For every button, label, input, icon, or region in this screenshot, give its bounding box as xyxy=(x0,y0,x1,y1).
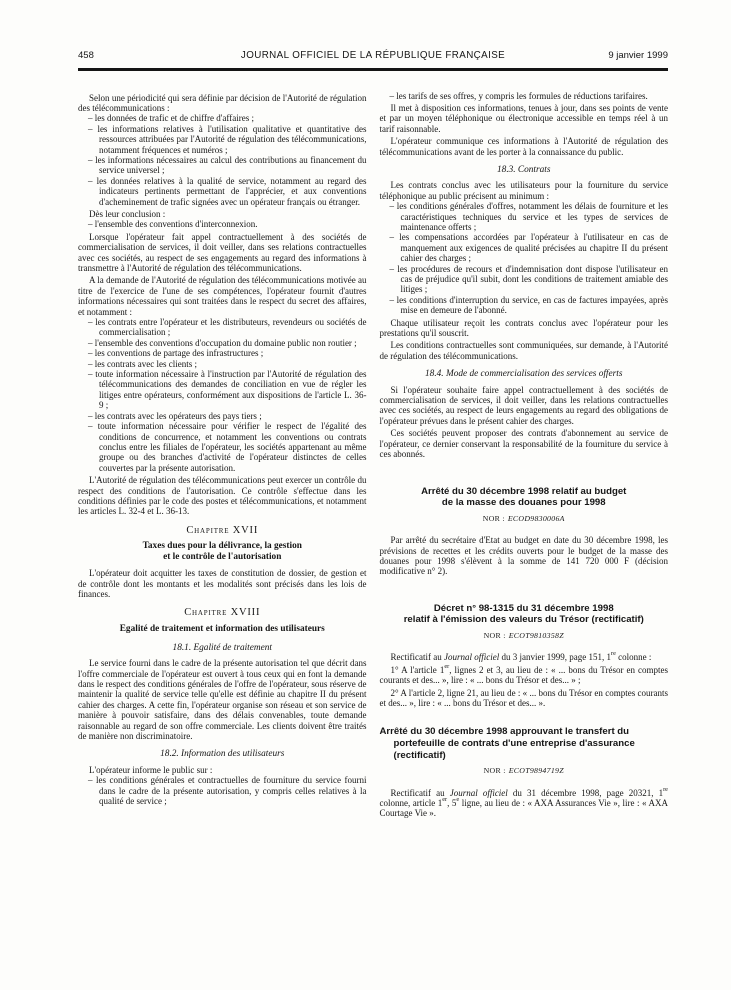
superscript: e xyxy=(456,795,460,803)
list-item: – les informations relatives à l'utilisation qualitative et quantitative des ressources attribuées par l'Autorité de régulation des télécommunications, notamment fréquences et numéros ; xyxy=(88,123,367,155)
decree-heading-line: relatif à l'émission des valeurs du Trésor (rectificatif) xyxy=(403,614,644,626)
text-run: , 5 xyxy=(447,797,457,808)
text-run: , lignes 2 et 3, au lieu de : « ... bons du Trésor en comptes courants et des... », lire : « ... bons du Trésor et des... » ; xyxy=(379,664,668,686)
paragraph: L'opérateur informe le public sur : xyxy=(89,764,213,775)
header-rule xyxy=(78,68,668,71)
decree-heading xyxy=(380,726,669,761)
paragraph: Les contrats conclus avec les utilisateurs pour la fourniture du service téléphonique au public précisent au minimum : xyxy=(379,180,668,201)
decree-heading xyxy=(380,486,669,509)
paragraph: Les conditions contractuelles sont communiquées, sur demande, à l'Autorité de régulation des télécommunications. xyxy=(379,340,668,361)
paragraph: A la demande de l'Autorité de régulation des télécommunications motivée au titre de l'exercice de l'une de ses compétences, l'opérateur fournit d'autres informations nécessaires qui sont traitées dans le respect du secret des affaires, et notamment : xyxy=(78,275,367,317)
paragraph: L'opérateur doit acquitter les taxes de constitution de dossier, de gestion et de contrôle dont les montants et les modalités sont précisés dans les lois de finances. xyxy=(78,568,367,599)
paragraph: Chaque utilisateur reçoit les contrats conclus avec l'opérateur pour les prestations qu'il souscrit. xyxy=(379,317,668,339)
italic-run: Journal officiel xyxy=(449,787,508,798)
paragraph xyxy=(379,662,669,686)
list-item: – les conditions générales et contractuelles de fourniture du service fourni dans le cadre de la présente autorisation, y compris celles relatives à la qualité de service ; xyxy=(88,775,367,807)
journal-title: JOURNAL OFFICIEL DE LA RÉPUBLIQUE FRANÇAISE xyxy=(240,50,506,61)
list-item: – les informations nécessaires au calcul des contributions au financement du service universel ; xyxy=(88,154,367,176)
decree-heading-line: portefeuille de contrats d'une entreprise d'assurance xyxy=(393,737,635,749)
chapter-title xyxy=(78,541,367,563)
list-item: – les conditions d'interruption du service, en cas de factures impayées, après mise en demeure de l'abonné. xyxy=(389,294,668,316)
text-run: du 3 janvier 1999, page 151, 1 xyxy=(499,652,611,663)
italic-run: Journal officiel xyxy=(443,652,500,663)
list-item: – les tarifs de ses offres, y compris les formules de réductions tarifaires. xyxy=(389,90,648,101)
list-item: – les procédures de recours et d'indemnisation dont dispose l'utilisateur en cas de préjudice qu'il subit, dont les conditions de traitement amiable des litiges ; xyxy=(389,263,668,295)
right-column xyxy=(380,91,669,819)
text-run: ligne, au lieu de : « AXA Assurances Vie », lire : « AXA Courtage Vie ». xyxy=(379,797,669,819)
paragraph xyxy=(379,785,669,819)
nor-line xyxy=(380,631,669,641)
paragraph: L'opérateur communique ces informations à l'Autorité de régulation des télécommunications avant de les porter à la connaissance du public. xyxy=(379,136,668,157)
page-number: 458 xyxy=(78,50,94,61)
paragraph: Il met à disposition ces informations, tenues à jour, dans ses points de vente et par un moyen téléphonique ou électronique accessible en temps réel à un tarif raisonnable. xyxy=(379,102,668,134)
decree-heading-line: Arrêté du 30 décembre 1998 relatif au budget xyxy=(421,485,627,497)
list-item: – les données de trafic et de chiffre d'affaires ; xyxy=(88,113,254,124)
list-item: – les conventions de partage des infrastructures ; xyxy=(88,348,264,359)
superscript: er xyxy=(444,662,450,670)
superscript: er xyxy=(442,795,448,803)
text-run: colonne : xyxy=(615,652,652,663)
text-columns xyxy=(78,91,668,819)
paragraph: Par arrêté du secrétaire d'Etat au budget en date du 30 décembre 1998, les prévisions de recettes et les crédits ouverts pour le budget de la masse des douanes pour 1998 s'élèvent à la somme de 141 720 000 F (décision modificative n° 2). xyxy=(379,535,668,577)
paragraph: Ces sociétés peuvent proposer des contrats d'abonnement au service de l'opérateur, ce dernier conservant la responsabilité de la fourniture du service à ces abonnés. xyxy=(379,428,668,460)
nor-line xyxy=(380,514,669,524)
nor-label: NOR : xyxy=(483,766,506,776)
chapter-title-line: Taxes dues pour la délivrance, la gestion xyxy=(142,541,302,552)
paragraph: 2° A l'article 2, ligne 21, au lieu de : « ... bons du Trésor en comptes courants et des... », lire : « ... bons du Trésor et des... ». xyxy=(379,687,668,708)
decree-heading xyxy=(380,603,669,626)
section-heading: 18.4. Mode de commercialisation des services offerts xyxy=(425,369,623,380)
paragraph: Selon une périodicité qui sera définie par décision de l'Autorité de régulation des télécommunications : xyxy=(78,92,367,113)
nor-code: ECOD9830006A xyxy=(507,513,565,523)
paragraph: L'Autorité de régulation des télécommunications peut exercer un contrôle du respect des conditions de l'autorisation. Ce contrôle s'effectue dans les conditions définies par le code des postes et télécommunications, et notamment les articles L. 32-4 et L. 36-13. xyxy=(78,475,367,517)
left-column xyxy=(78,91,367,819)
section-heading: 18.2. Information des utilisateurs xyxy=(160,749,285,760)
paragraph: Le service fourni dans le cadre de la présente autorisation tel que décrit dans l'offre commerciale de l'opérateur est ouvert à tous ceux qui en font la demande dans le respect des conditions générales de l'offre de l'opérateur, sous réserve de maintenir la qualité de service telle qu'elle est définie au chapitre II du présent cahier des charges. A cette fin, l'opérateur organise son réseau et son service de manière à pouvoir satisfaire, dans des délais convenables, toute demande raisonnable au regard de son offre commerciale. Les clients doivent être traités de manière non discriminatoire. xyxy=(78,658,367,742)
list-item: – les contrats entre l'opérateur et les distributeurs, revendeurs ou sociétés de commercialisation ; xyxy=(88,317,367,338)
issue-date: 9 janvier 1999 xyxy=(608,50,668,61)
nor-label: NOR : xyxy=(482,513,505,523)
list-item: – toute information nécessaire à l'instruction par l'Autorité de régulation des télécommunications des demandes de conciliation en vue de régler les litiges entre opérateurs, conformément aux dispositions de l'article L. 36-9 ; xyxy=(88,369,367,411)
list-item: – toute information nécessaire pour vérifier le respect de l'égalité des conditions de concurrence, et notamment les conventions ou contrats conclus entre les filiales de l'opérateur, les sociétés appartenant au même groupe ou des branches d'activité de l'opérateur distinctes de celles couvertes par la présente autorisation. xyxy=(88,421,367,473)
decree-heading-line: de la masse des douanes pour 1998 xyxy=(441,497,606,509)
list-item: – les données relatives à la qualité de service, notamment au regard des indicateurs pertinents permettant de l'apprécier, et aux conventions d'acheminement de trafic signées avec un opérateur français ou étranger. xyxy=(88,175,367,207)
decree-heading-line: (rectificatif) xyxy=(393,749,446,761)
text-run: du 31 décembre 1998, page 20321, 1 xyxy=(507,787,664,798)
section-heading: 18.1. Egalité de traitement xyxy=(172,642,272,653)
list-item: – les compensations accordées par l'opérateur à l'utilisateur en cas de manquement aux exigences de qualité précisées au chapitre II du présent cahier des charges ; xyxy=(389,232,668,264)
text-run: Rectificatif au xyxy=(390,787,450,798)
list-item: – les contrats avec les clients ; xyxy=(88,358,197,369)
paragraph: Si l'opérateur souhaite faire appel contractuellement à des sociétés de commercialisation de services, il doit veiller, dans les relations contractuelles avec ces sociétés, au respect de leurs engagements au regard des obligations de l'opérateur prévues dans le présent cahier des charges. xyxy=(379,384,668,426)
chapter-title: Egalité de traitement et information des utilisateurs xyxy=(119,623,325,634)
text-run: colonne, article 1 xyxy=(379,797,443,808)
list-item: – l'ensemble des conventions d'occupation du domaine public non routier ; xyxy=(88,337,357,348)
list-item: – les contrats avec les opérateurs des pays tiers ; xyxy=(88,410,262,421)
list-item: – les conditions générales d'offres, notamment les délais de fourniture et les caractéristiques techniques du service et les types de services de maintenance offerts ; xyxy=(389,201,668,232)
chapter-title-line: et le contrôle de l'autorisation xyxy=(163,552,282,563)
list-item: – l'ensemble des conventions d'interconnexion. xyxy=(88,219,258,230)
nor-code: ECOT9810358Z xyxy=(508,630,564,640)
paragraph: Dès leur conclusion : xyxy=(89,208,166,219)
chapter-label: Chapitre XVII xyxy=(186,524,259,536)
superscript: re xyxy=(663,785,668,793)
decree-heading-line: Décret n° 98-1315 du 31 décembre 1998 xyxy=(433,602,614,614)
paragraph xyxy=(380,652,669,662)
page-header xyxy=(78,50,668,61)
chapter-label: Chapitre XVIII xyxy=(184,607,261,619)
section-heading: 18.3. Contrats xyxy=(497,164,551,175)
nor-label: NOR : xyxy=(483,630,506,640)
text-run: Rectificatif au xyxy=(390,652,444,663)
text-run: 1° A l'article 1 xyxy=(390,664,445,675)
paragraph: Lorsque l'opérateur fait appel contractuellement à des sociétés de commercialisation de services, il doit veiller, dans ses relations contractuelles avec ces sociétés, au respect de ses engagements au regard des informations à transmettre à l'Autorité de régulation des télécommunications. xyxy=(78,231,367,273)
superscript: re xyxy=(610,650,616,658)
nor-line xyxy=(380,766,669,776)
decree-heading-line: Arrêté du 30 décembre 1998 approuvant le transfert du xyxy=(379,726,630,738)
nor-code: ECOT9894719Z xyxy=(508,766,564,776)
